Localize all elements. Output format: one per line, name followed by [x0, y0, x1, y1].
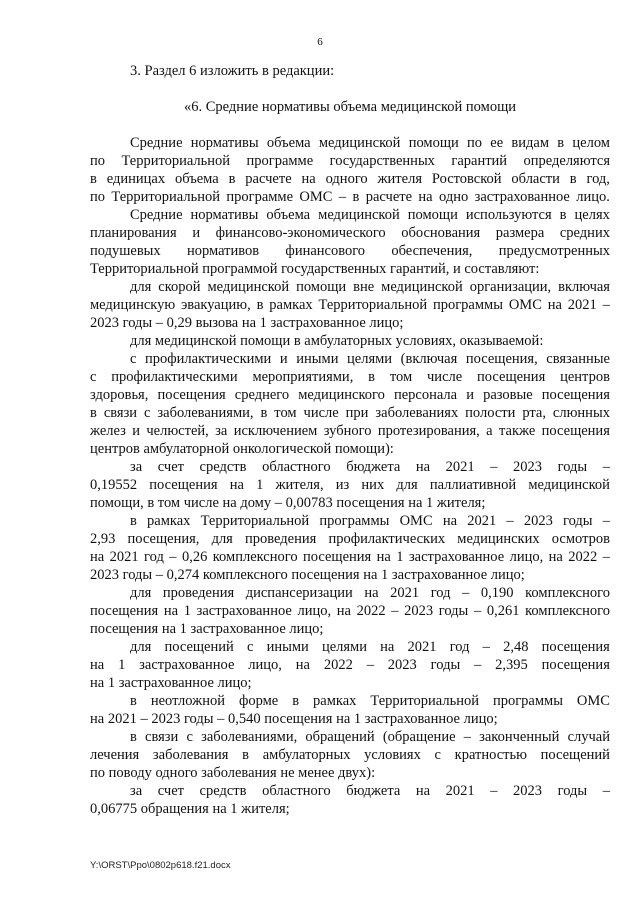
text-line: посещения на 1 застрахованное лицо, на 2022 – 2023 годы – 0,261 комплексного: [90, 603, 610, 619]
text-line: за счет средств областного бюджета на 2021 – 2023 годы –: [130, 459, 610, 475]
text-line: Средние нормативы объема медицинской помощи используются в целях: [130, 207, 610, 223]
text-line: здоровья, посещения среднего медицинского персонала и разовые посещения: [90, 387, 610, 403]
text-line: лечения заболевания в амбулаторных условиях с кратностью посещений: [90, 747, 610, 763]
text-line: для посещений с иными целями на 2021 год – 2,48 посещения: [130, 639, 610, 655]
page-number: 6: [317, 36, 323, 48]
text-line: 2023 годы – 0,29 вызова на 1 застрахованное лицо;: [90, 315, 404, 331]
text-line: для проведения диспансеризации на 2021 год – 0,190 комплексного: [130, 585, 610, 601]
text-line: в связи с заболеваниями, обращений (обращение – законченный случай: [130, 729, 610, 745]
text-line: с профилактическими и иными целями (включая посещения, связанные: [130, 351, 610, 367]
text-line: посещения на 1 застрахованное лицо;: [90, 621, 324, 637]
text-line: на 2021 – 2023 годы – 0,540 посещения на 1 застрахованное лицо;: [90, 711, 498, 727]
footer-file-path: Y:\ORST\Ppo\0802p618.f21.docx: [90, 860, 231, 871]
text-line: центров амбулаторной онкологической помощи):: [90, 441, 394, 457]
text-line: 0,06775 обращения на 1 жителя;: [90, 801, 290, 817]
text-line: по Территориальной программе государственных гарантий определяются: [90, 153, 610, 169]
text-line: по Территориальной программе ОМС – в расчете на одно застрахованное лицо.: [90, 189, 610, 205]
text-line: 2,93 посещения, для проведения профилактических медицинских осмотров: [90, 531, 610, 547]
text-line: подушевых нормативов финансового обеспечения, предусмотренных: [90, 243, 610, 259]
text-line: планирования и финансово-экономического обоснования размера средних: [90, 225, 610, 241]
text-line: на 1 застрахованное лицо, на 2022 – 2023 годы – 2,395 посещения: [90, 657, 610, 673]
text-line: с профилактическими мероприятиями, в том числе посещения центров: [90, 369, 610, 385]
text-line: по поводу одного заболевания не менее двух):: [90, 765, 376, 781]
text-line: 3. Раздел 6 изложить в редакции:: [130, 63, 335, 79]
text-line: для медицинской помощи в амбулаторных условиях, оказываемой:: [130, 333, 544, 349]
text-line: Территориальной программой государственных гарантий, и составляют:: [90, 261, 540, 277]
text-line: на 2021 год – 0,26 комплексного посещения на 1 застрахованное лицо, на 2022 –: [90, 549, 610, 565]
text-line: медицинскую эвакуацию, в рамках Территориальной программы ОМС на 2021 –: [90, 297, 610, 313]
text-line: в связи с заболеваниями, в том числе при заболеваниях полости рта, слюнных: [90, 405, 610, 421]
text-line: за счет средств областного бюджета на 2021 – 2023 годы –: [130, 783, 610, 799]
text-line: «6. Средние нормативы объема медицинской помощи: [184, 99, 516, 115]
text-line: в неотложной форме в рамках Территориальной программы ОМС: [130, 693, 610, 709]
text-line: Средние нормативы объема медицинской помощи по ее видам в целом: [130, 135, 610, 151]
text-line: для скорой медицинской помощи вне медицинской организации, включая: [130, 279, 610, 295]
text-line: 0,19552 посещения на 1 жителя, из них для паллиативной медицинской: [90, 477, 610, 493]
text-line: на 1 застрахованное лицо;: [90, 675, 252, 691]
text-line: в рамках Территориальной программы ОМС на 2021 – 2023 годы –: [130, 513, 610, 529]
text-line: 2023 годы – 0,274 комплексного посещения на 1 застрахованное лицо;: [90, 567, 525, 583]
text-line: желез и челюстей, за исключением зубного протезирования, а также посещения: [90, 423, 610, 439]
text-line: в единицах объема в расчете на одного жителя Ростовской области в год,: [90, 171, 610, 187]
text-line: помощи, в том числе на дому – 0,00783 посещения на 1 жителя;: [90, 495, 486, 511]
